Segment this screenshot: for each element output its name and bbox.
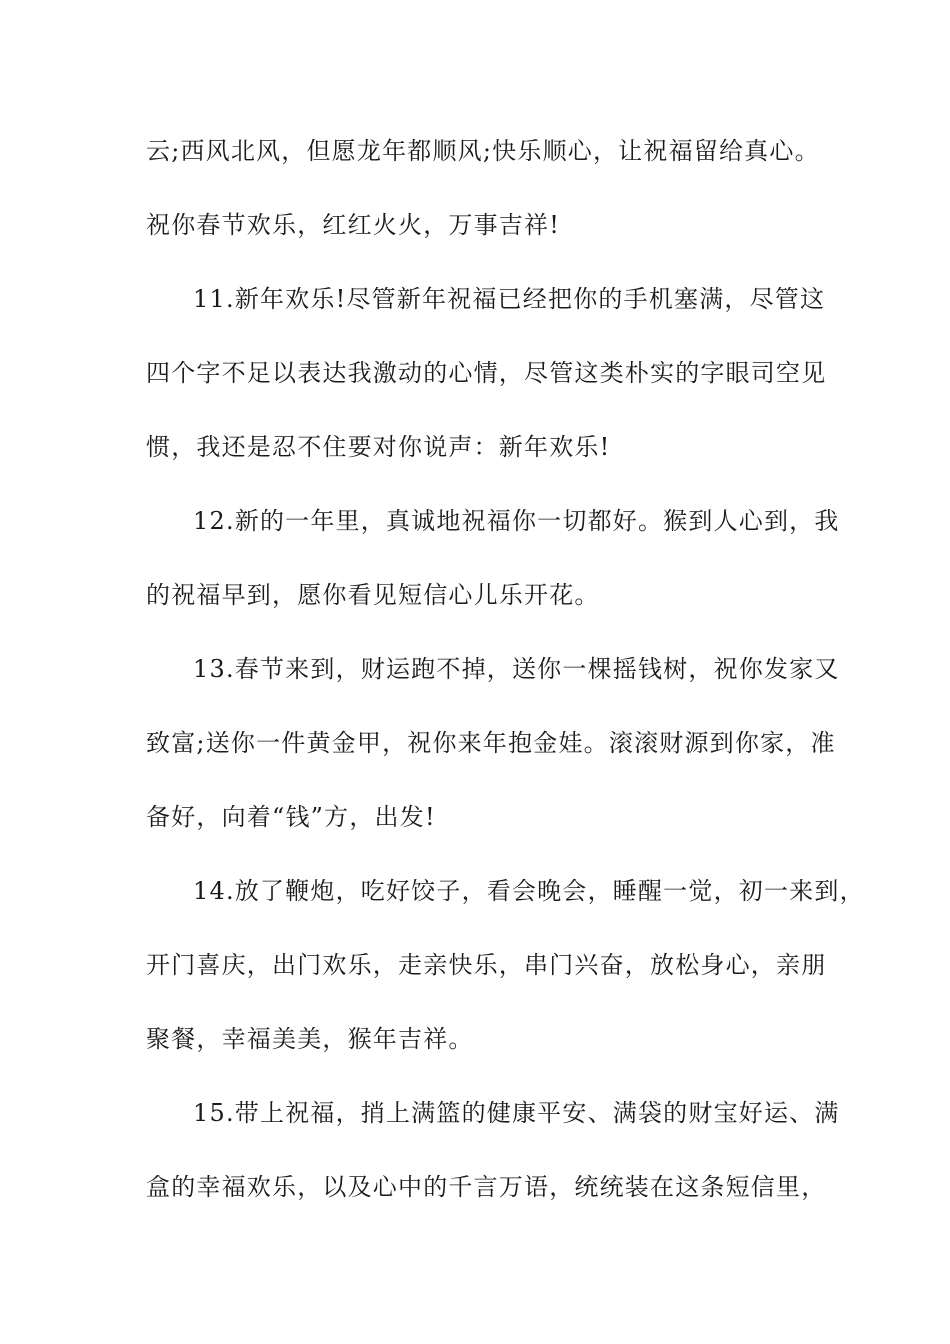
text-line: 祝你春节欢乐，红红火火，万事吉祥! <box>146 211 561 239</box>
text-line: 致富;送你一件黄金甲，祝你来年抱金娃。滚滚财源到你家，准 <box>146 729 836 757</box>
text-line: 聚餐，幸福美美，猴年吉祥。 <box>146 1025 474 1053</box>
text-line: 惯，我还是忍不住要对你说声：新年欢乐! <box>146 433 611 461</box>
paragraph-11-start: 11.新年欢乐!尽管新年祝福已经把你的手机塞满，尽管这 <box>193 285 826 313</box>
text-line: 四个字不足以表达我激动的心情，尽管这类朴实的字眼司空见 <box>146 359 827 387</box>
text-line: 的祝福早到，愿你看见短信心儿乐开花。 <box>146 581 600 609</box>
paragraph-13-start: 13.春节来到，财运跑不掉，送你一棵摇钱树，祝你发家又 <box>193 655 840 683</box>
text-line: 开门喜庆，出门欢乐，走亲快乐，串门兴奋，放松身心，亲朋 <box>146 951 827 979</box>
paragraph-14-start: 14.放了鞭炮，吃好饺子，看会晚会，睡醒一觉，初一来到， <box>193 877 865 905</box>
text-line: 备好，向着“钱”方，出发! <box>146 803 436 831</box>
text-line: 云;西风北风，但愿龙年都顺风;快乐顺心，让祝福留给真心。 <box>146 137 820 165</box>
paragraph-12-start: 12.新的一年里，真诚地祝福你一切都好。猴到人心到，我 <box>193 507 840 535</box>
text-line: 盒的幸福欢乐，以及心中的千言万语，统统装在这条短信里， <box>146 1173 827 1201</box>
paragraph-15-start: 15.带上祝福，捎上满篮的健康平安、满袋的财宝好运、满 <box>193 1099 840 1127</box>
